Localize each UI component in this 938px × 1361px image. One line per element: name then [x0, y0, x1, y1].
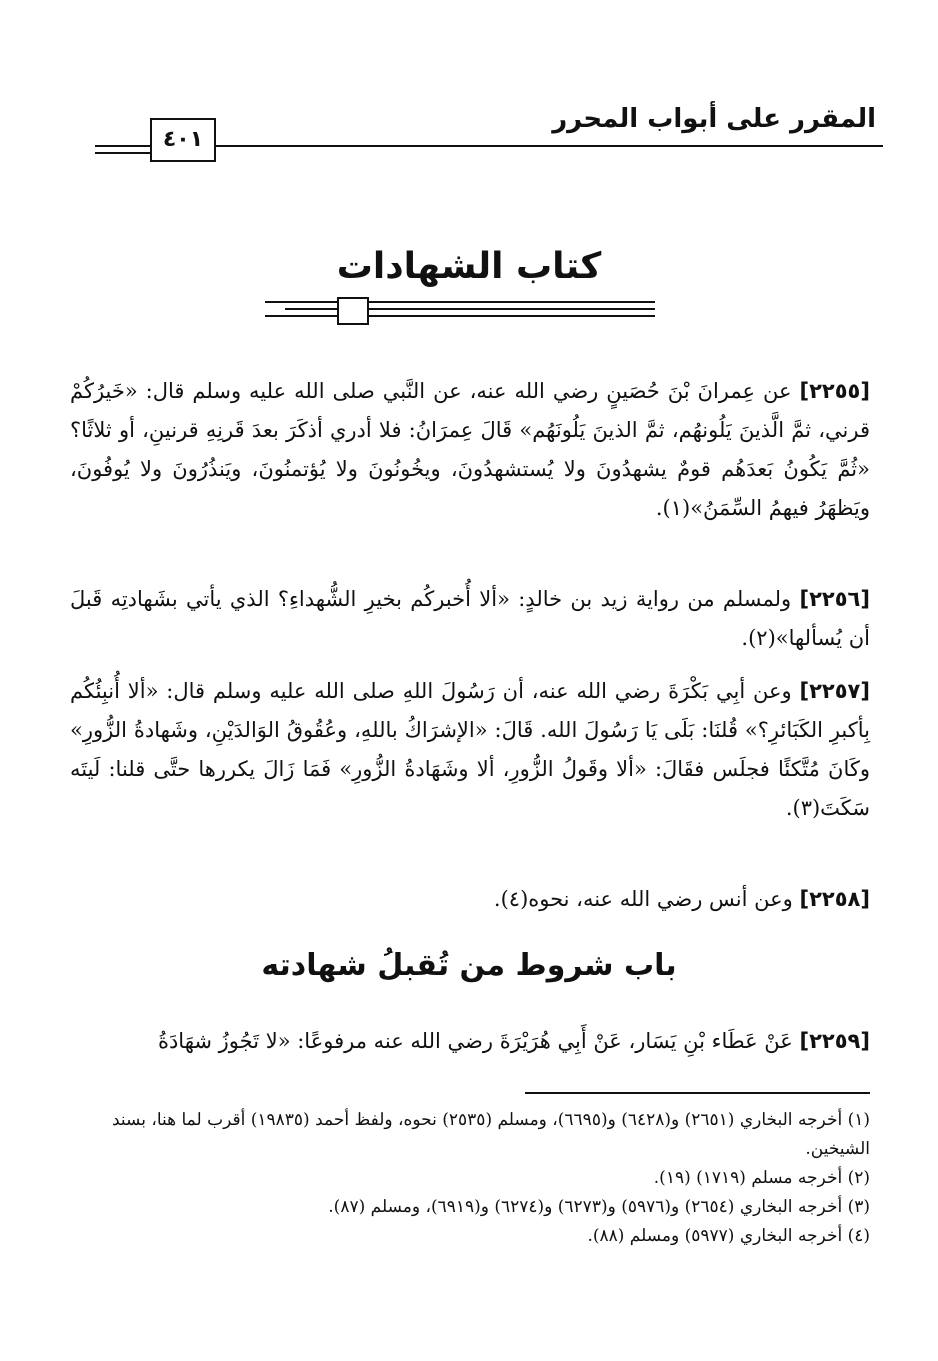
hadith-text: عَنْ عَطَاء بْنِ يَسَار، عَنْ أَبِي هُرَيْرَةَ رضي الله عنه مرفوعًا: «لا تَجُوزُ شهَادَةُ — [157, 1029, 800, 1053]
footnotes — [70, 1106, 870, 1251]
chapter-title: باب شروط من تُقبلُ شهادته — [261, 948, 677, 983]
footnote: (٢) أخرجه مسلم (١٧١٩) (١٩). — [653, 1168, 870, 1188]
hadith-paragraph — [70, 672, 870, 828]
hadith-paragraph — [70, 880, 870, 919]
hadith-paragraph — [70, 580, 870, 658]
header-rule-short — [95, 152, 150, 154]
title-ornament — [265, 294, 655, 324]
hadith-paragraph — [70, 372, 870, 528]
hadith-number: [٢٢٥٩] — [799, 1029, 870, 1053]
ornament-box — [337, 297, 369, 325]
hadith-number: [٢٢٥٨] — [799, 887, 870, 911]
hadith-number: [٢٢٥٥] — [799, 379, 870, 403]
hadith-number: [٢٢٥٦] — [799, 587, 870, 611]
running-title: المقرر على أبواب المحرر — [552, 104, 876, 134]
footnote: (٤) أخرجه البخاري (٥٩٧٧) ومسلم (٨٨). — [587, 1226, 870, 1246]
page-number: ٤٠١ — [150, 118, 216, 162]
footnote: (١) أخرجه البخاري (٢٦٥١) و(٦٤٢٨) و(٦٦٩٥)، ومسلم (٢٥٣٥) نحوه، ولفظ أحمد (١٩٨٣٥) أقرب لما هنا، بسند الشيخين. — [111, 1110, 870, 1159]
hadith-text: وعن أبِي بَكْرَةَ رضي الله عنه، أن رَسُولَ اللهِ صلى الله عليه وسلم قال: «ألا أُنبِئُكُم بِأكبرِ الكَبَائرِ؟» قُلنَا: بَلَى يَا رَسُولَ الله. قَالَ: «الإشرَاكُ باللهِ، وعُقُوقُ الوَالدَيْنِ، وشَهادةُ الزُّورِ» وكَانَ مُتَّكئًا فجلَس فقَالَ: «ألا وقَولُ الزُّورِ، ألا وشَهَادةُ الزُّورِ» فَمَا زَالَ يكررها حتَّى قلنا: لَيتَه سَكَتَ(٣). — [70, 679, 870, 820]
hadith-number: [٢٢٥٧] — [799, 679, 870, 703]
footnote-divider — [525, 1092, 870, 1094]
footnote: (٣) أخرجه البخاري (٢٦٥٤) و(٥٩٧٦) و(٦٢٧٣) و(٦٢٧٤) و(٦٩١٩)، ومسلم (٨٧). — [328, 1197, 870, 1217]
book-title: كتاب الشهادات — [336, 246, 602, 287]
hadith-text: وعن أنس رضي الله عنه، نحوه(٤). — [493, 887, 800, 911]
hadith-paragraph — [70, 1022, 870, 1061]
hadith-text: ولمسلم من رواية زيد بن خالدٍ: «ألا أُخبركُم بخيرِ الشُّهداءِ؟ الذي يأتي بشَهادتِه قَبلَ أن يُسألها»(٢). — [70, 587, 870, 650]
hadith-text: عن عِمرانَ بْنَ حُصَينٍ رضي الله عنه، عن النَّبي صلى الله عليه وسلم قال: «خَيرُكُمْ قرني، ثمَّ الَّذينَ يَلُونهُم، ثمَّ الذينَ يَلُونَهُم» قَالَ عِمرَانُ: فلا أدري أذكَرَ بعدَ قَرنِهِ قرنينِ، أو ثلاثًا؟ «ثُمَّ يَكُونُ بَعدَهُم قومٌ يشهدُونَ ولا يُستشهدُونَ، ويخُونُونَ ولا يُؤتمنُونَ، ويَنذُرُونَ ولا يُوفُونَ، ويَظهَرُ فيهمُ السِّمَنُ»(١). — [70, 379, 870, 520]
